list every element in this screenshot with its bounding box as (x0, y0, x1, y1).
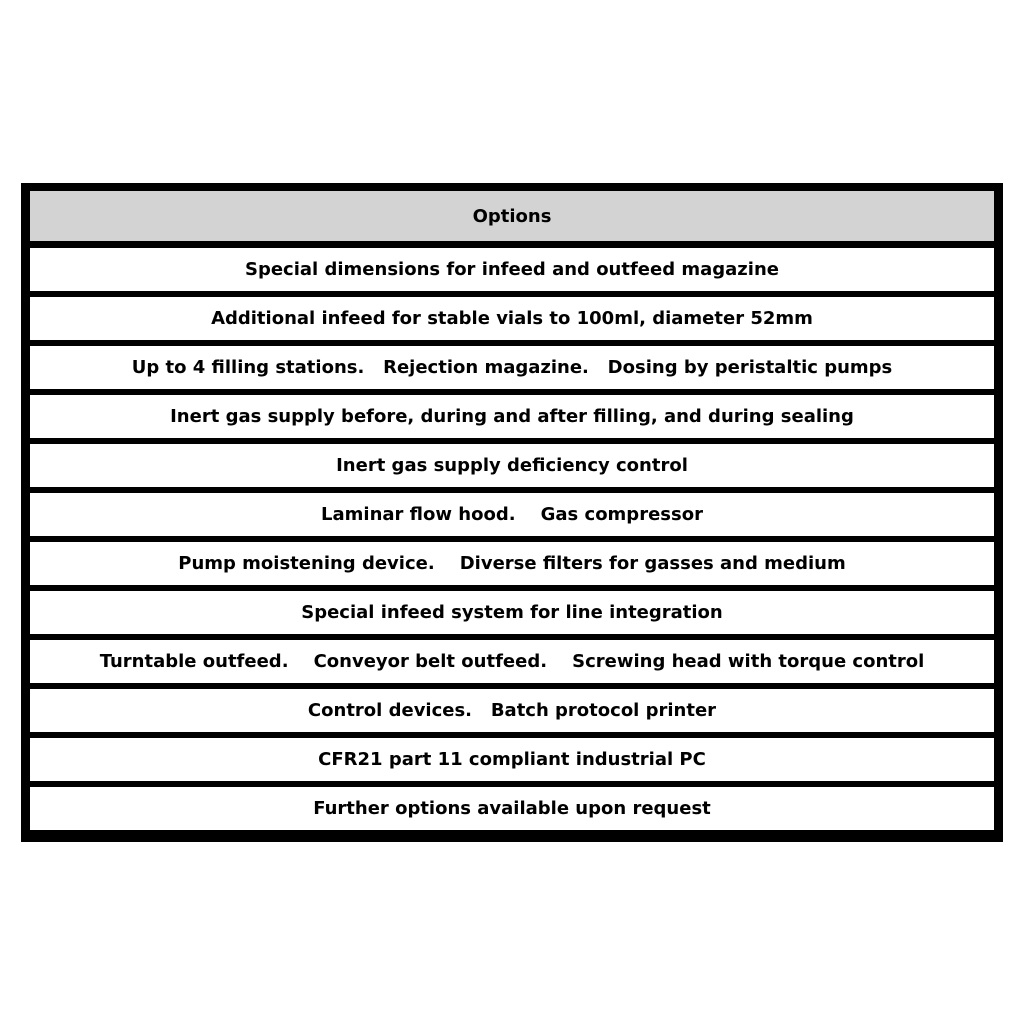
table-row: Laminar flow hood. Gas compressor (30, 493, 994, 536)
table-row: Up to 4 filling stations. Rejection magazine. Dosing by peristaltic pumps (30, 346, 994, 389)
table-row: Pump moistening device. Diverse filters for gasses and medium (30, 542, 994, 585)
table-row: Additional infeed for stable vials to 100ml, diameter 52mm (30, 297, 994, 340)
table-row: Special infeed system for line integration (30, 591, 994, 634)
options-table (21, 183, 1003, 842)
table-header: Options (30, 191, 994, 241)
table-row: CFR21 part 11 compliant industrial PC (30, 738, 994, 781)
table-row: Inert gas supply before, during and after filling, and during sealing (30, 395, 994, 438)
table-row: Inert gas supply deficiency control (30, 444, 994, 487)
table-row: Further options available upon request (30, 787, 994, 830)
table-row: Control devices. Batch protocol printer (30, 689, 994, 732)
table-row: Turntable outfeed. Conveyor belt outfeed. Screwing head with torque control (30, 640, 994, 683)
table-row: Special dimensions for infeed and outfeed magazine (30, 248, 994, 291)
